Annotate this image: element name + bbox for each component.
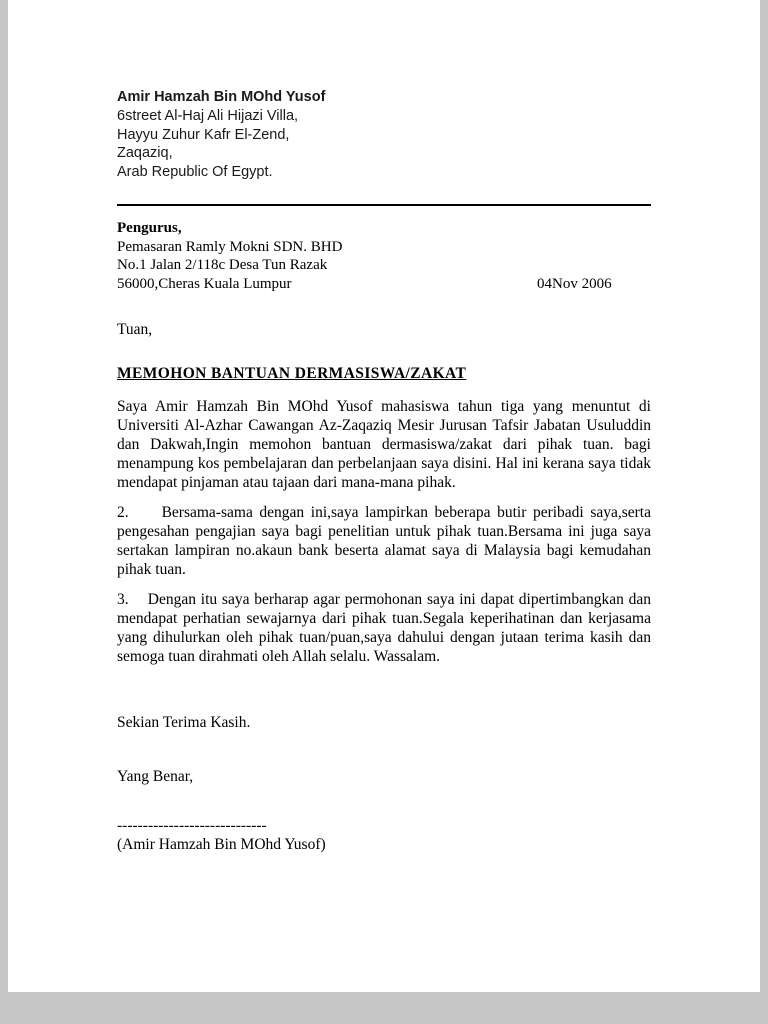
letter-date: 04Nov 2006 <box>537 275 612 292</box>
recipient-line: No.1 Jalan 2/118c Desa Tun Razak <box>117 257 328 273</box>
signature-line: ----------------------------- <box>117 817 267 834</box>
header-divider <box>117 204 651 206</box>
recipient-title: Pengurus, <box>117 220 182 236</box>
sender-address-block <box>117 88 651 181</box>
letter-page <box>8 0 760 992</box>
signature-name: (Amir Hamzah Bin MOhd Yusof) <box>117 836 326 853</box>
subject-line: MEMOHON BANTUAN DERMASISWA/ZAKAT <box>117 365 467 382</box>
closing-thanks: Sekian Terima Kasih. <box>117 714 251 731</box>
recipient-address-block <box>117 219 651 293</box>
recipient-line: Pemasaran Ramly Mokni SDN. BHD <box>117 238 343 255</box>
recipient-line-with-date <box>117 275 651 294</box>
letter-content <box>8 0 760 854</box>
salutation: Tuan, <box>117 321 153 338</box>
body-paragraph: Saya Amir Hamzah Bin MOhd Yusof mahasiswa tahun tiga yang menuntut di Universiti Al-Azhar Cawangan Az-Zaqaziq Mesir Jurusan Tafsir Jabatan Usuluddin dan Dakwah,Ingin memohon bantuan dermasiswa/zakat dari pihak tuan. bagi menampung kos pembelajaran dan perbelanjaan saya disini. Hal ini kerana saya tidak mendapat pinjaman atau tajaan dari mana-mana pihak. <box>117 398 651 491</box>
sender-address-line: 6street Al-Haj Ali Hijazi Villa, <box>117 108 299 124</box>
sender-address-line: Zaqaziq, <box>117 145 173 161</box>
body-paragraph: 3. Dengan itu saya berharap agar permohonan saya ini dapat dipertimbangkan dan mendapat perhatian sewajarnya dari pihak tuan.Segala keperihatinan dan kerjasama yang dihulurkan oleh pihak tuan/puan,saya dahului dengan jutaan terima kasih dan semoga tuan dirahmati oleh Allah selalu. Wassalam. <box>117 591 651 665</box>
closing-signoff: Yang Benar, <box>117 768 194 785</box>
sender-address-line: Hayyu Zuhur Kafr El-Zend, <box>117 126 290 143</box>
body-paragraph: 2. Bersama-sama dengan ini,saya lampirkan beberapa butir peribadi saya,serta pengesahan pengajian saya bagi penelitian untuk pihak tuan.Bersama ini juga saya sertakan lampiran no.akaun bank beserta alamat saya di Malaysia bagi kemudahan pihak tuan. <box>117 504 651 578</box>
recipient-line: 56000,Cheras Kuala Lumpur <box>117 275 292 292</box>
sender-address-line: Arab Republic Of Egypt. <box>117 163 273 180</box>
sender-name: Amir Hamzah Bin MOhd Yusof <box>117 89 326 105</box>
